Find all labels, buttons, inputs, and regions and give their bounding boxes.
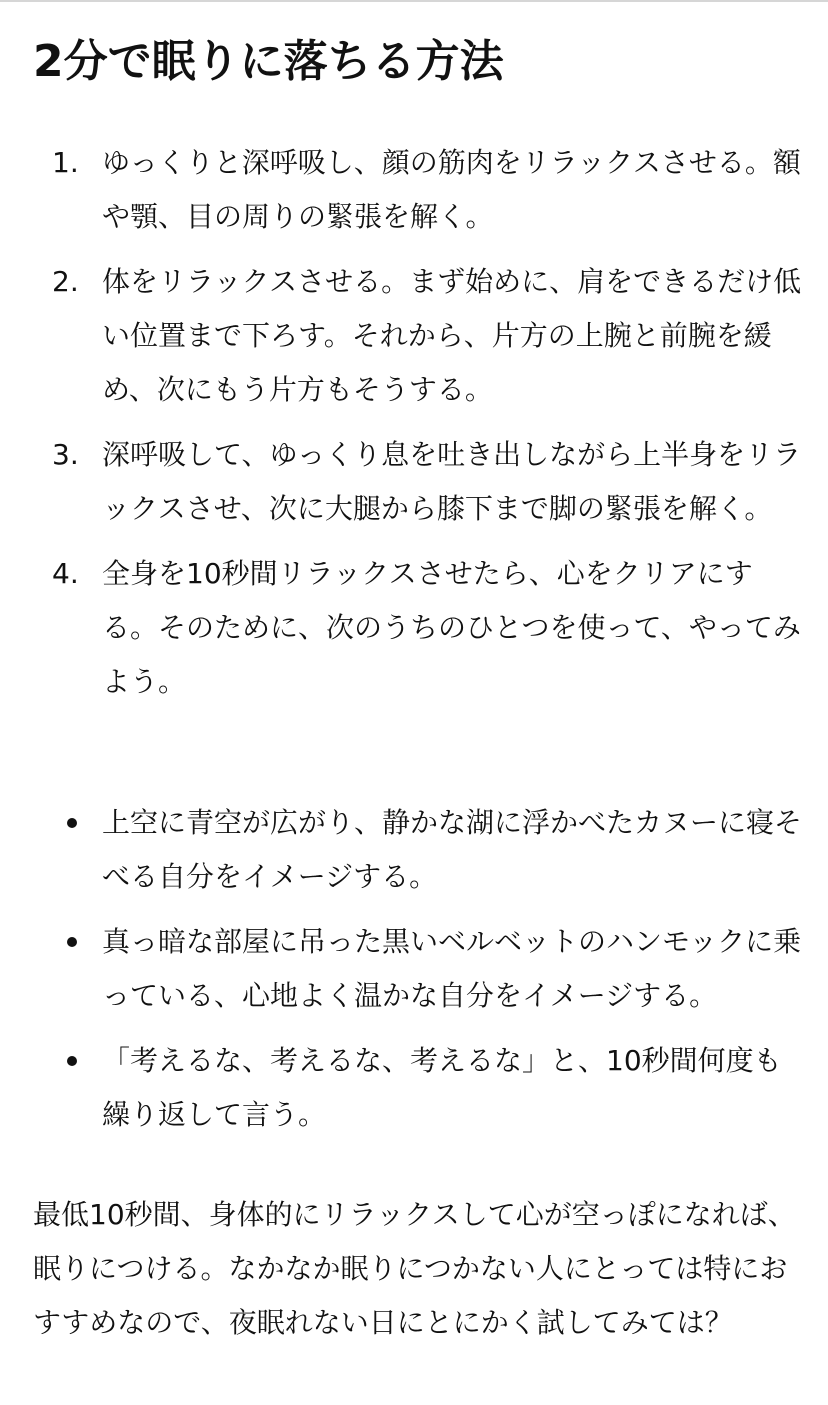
step-text: 深呼吸して、ゆっくり息を吐き出しながら上半身をリラックスさせ、次に大腿から膝下まで脚の緊張を解く。: [102, 438, 802, 525]
bullet-icon: [67, 818, 77, 828]
step-text: 全身を10秒間リラックスさせたら、心をクリアにする。そのために、次のうちのひとつを使って、やってみよう。: [102, 557, 801, 698]
step-number: 1.: [52, 146, 79, 179]
step-number: 3.: [52, 438, 79, 471]
option-text: 真っ暗な部屋に吊った黒いベルベットのハンモックに乗っている、心地よく温かな自分をイメージする。: [102, 925, 802, 1012]
steps-list: [0, 136, 828, 720]
step-item: [0, 547, 828, 709]
step-number: 4.: [52, 557, 79, 590]
option-item: [0, 796, 828, 904]
top-divider: [0, 0, 828, 2]
step-item: [0, 428, 828, 536]
step-text: ゆっくりと深呼吸し、顔の筋肉をリラックスさせる。額や顎、目の周りの緊張を解く。: [102, 146, 801, 233]
step-number: 2.: [52, 265, 79, 298]
article-title: 2分で眠りに落ちる方法: [33, 36, 504, 87]
options-list: [0, 796, 828, 1153]
option-item: [0, 1034, 828, 1142]
step-item: [0, 255, 828, 417]
option-text: 「考えるな、考えるな、考えるな」と、10秒間何度も繰り返して言う。: [102, 1044, 782, 1131]
bullet-icon: [67, 937, 77, 947]
step-item: [0, 136, 828, 244]
step-text: 体をリラックスさせる。まず始めに、肩をできるだけ低い位置まで下ろす。それから、片方の上腕と前腕を緩め、次にもう片方もそうする。: [102, 265, 802, 406]
option-text: 上空に青空が広がり、静かな湖に浮かべたカヌーに寝そべる自分をイメージする。: [102, 806, 803, 893]
closing-paragraph: 最低10秒間、身体的にリラックスして心が空っぽになれば、眠りにつける。なかなか眠りにつかない人にとっては特におすすめなので、夜眠れない日にとにかく試してみては？: [33, 1198, 796, 1339]
bullet-icon: [67, 1056, 77, 1066]
option-item: [0, 915, 828, 1023]
